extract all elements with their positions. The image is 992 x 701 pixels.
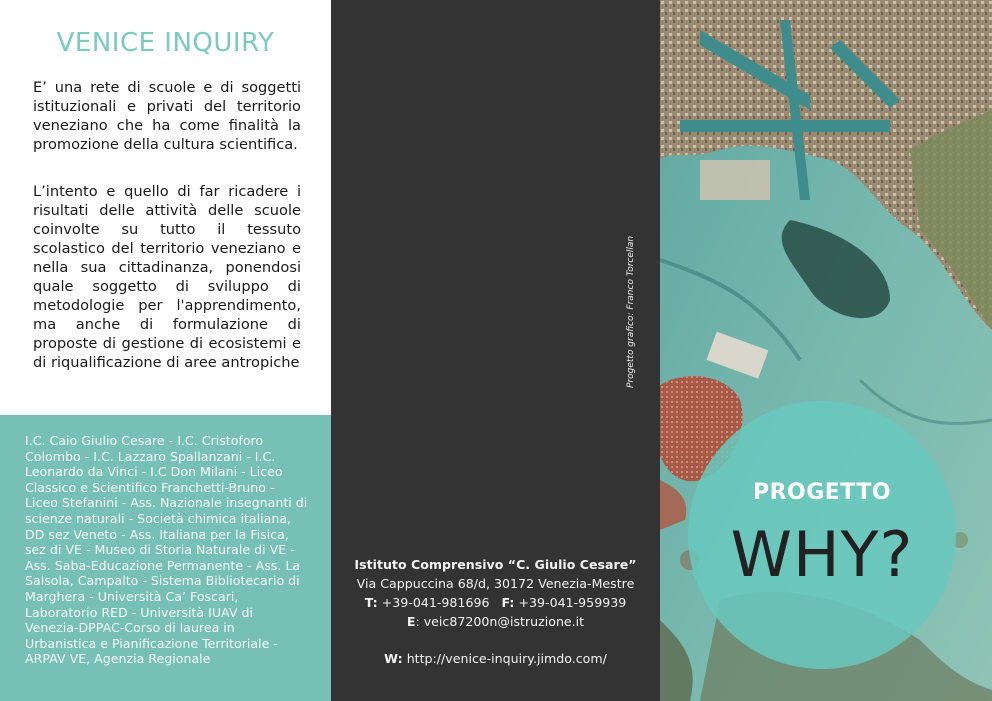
phone-fax-line xyxy=(331,593,660,612)
project-label: PROGETTO xyxy=(752,480,892,505)
contact-block xyxy=(331,555,660,668)
web-line xyxy=(331,649,660,668)
project-name: WHY? xyxy=(730,518,914,591)
email-line xyxy=(331,612,660,631)
intro-paragraph-1: E’ una rete di scuole e di soggetti istituzionali e privati del territorio veneziano che ha come finalità la promozione della cultura scientifica. xyxy=(33,79,301,153)
email-address[interactable]: : veic87200n@istruzione.it xyxy=(415,614,585,629)
web-link[interactable]: http://venice-inquiry.jimdo.com/ xyxy=(406,651,607,666)
partners-list: I.C. Caio Giulio Cesare - I.C. Cristoforo Colombo - I.C. Lazzaro Spallanzani - I.C. Leonardo da Vinci - I.C Don Milani - Liceo Classico e Scientifico Franchetti-Bruno - Liceo Stefanini - Ass. Nazionale insegnanti di scienze naturali - Società chimica italiana, DD sez Veneto - Ass. Italiana per la Fisica, sez di VE - Museo di Storia Naturale di VE - Ass. Saba-Educazione Permanente - Ass. La Salsola, Campalto - Sistema Bibliotecario di Marghera - Università Ca’ Foscari, Laboratorio RED - Università IUAV di Venezia-DPPAC-Corso di laurea in Urbanistica e Pianificazione Territoriale - ARPAV VE, Agenzia Regionale xyxy=(25,433,308,667)
school-address: Via Cappuccina 68/d, 30172 Venezia-Mestre xyxy=(356,576,635,591)
web-label: W: xyxy=(384,651,403,666)
design-credit: Progetto grafico: Franco Torcellan xyxy=(626,235,636,388)
fax-number: +39-041-959939 xyxy=(518,595,627,610)
left-panel xyxy=(0,0,331,701)
school-name: Istituto Comprensivo “C. Giulio Cesare” xyxy=(354,557,637,572)
tel-label: T: xyxy=(364,595,378,610)
fax-label: F: xyxy=(501,595,515,610)
partners-box xyxy=(0,415,331,701)
email-label: E xyxy=(406,614,416,629)
intro-paragraph-2: L’intento e quello di far ricadere i risultati delle attività delle scuole coinvolte su tutto il tessuto scolastico del territorio veneziano e nella sua cittadinanza, ponendosi quale soggetto di sviluppo di metodologie per l'apprendimento, ma anche di formulazione di proposte di gestione di ecosistemi e di riqualificazione di aree antropiche xyxy=(33,183,301,371)
intro-section xyxy=(0,0,331,415)
brochure-title: VENICE INQUIRY xyxy=(56,28,275,58)
tel-number: +39-041-981696 xyxy=(381,595,490,610)
